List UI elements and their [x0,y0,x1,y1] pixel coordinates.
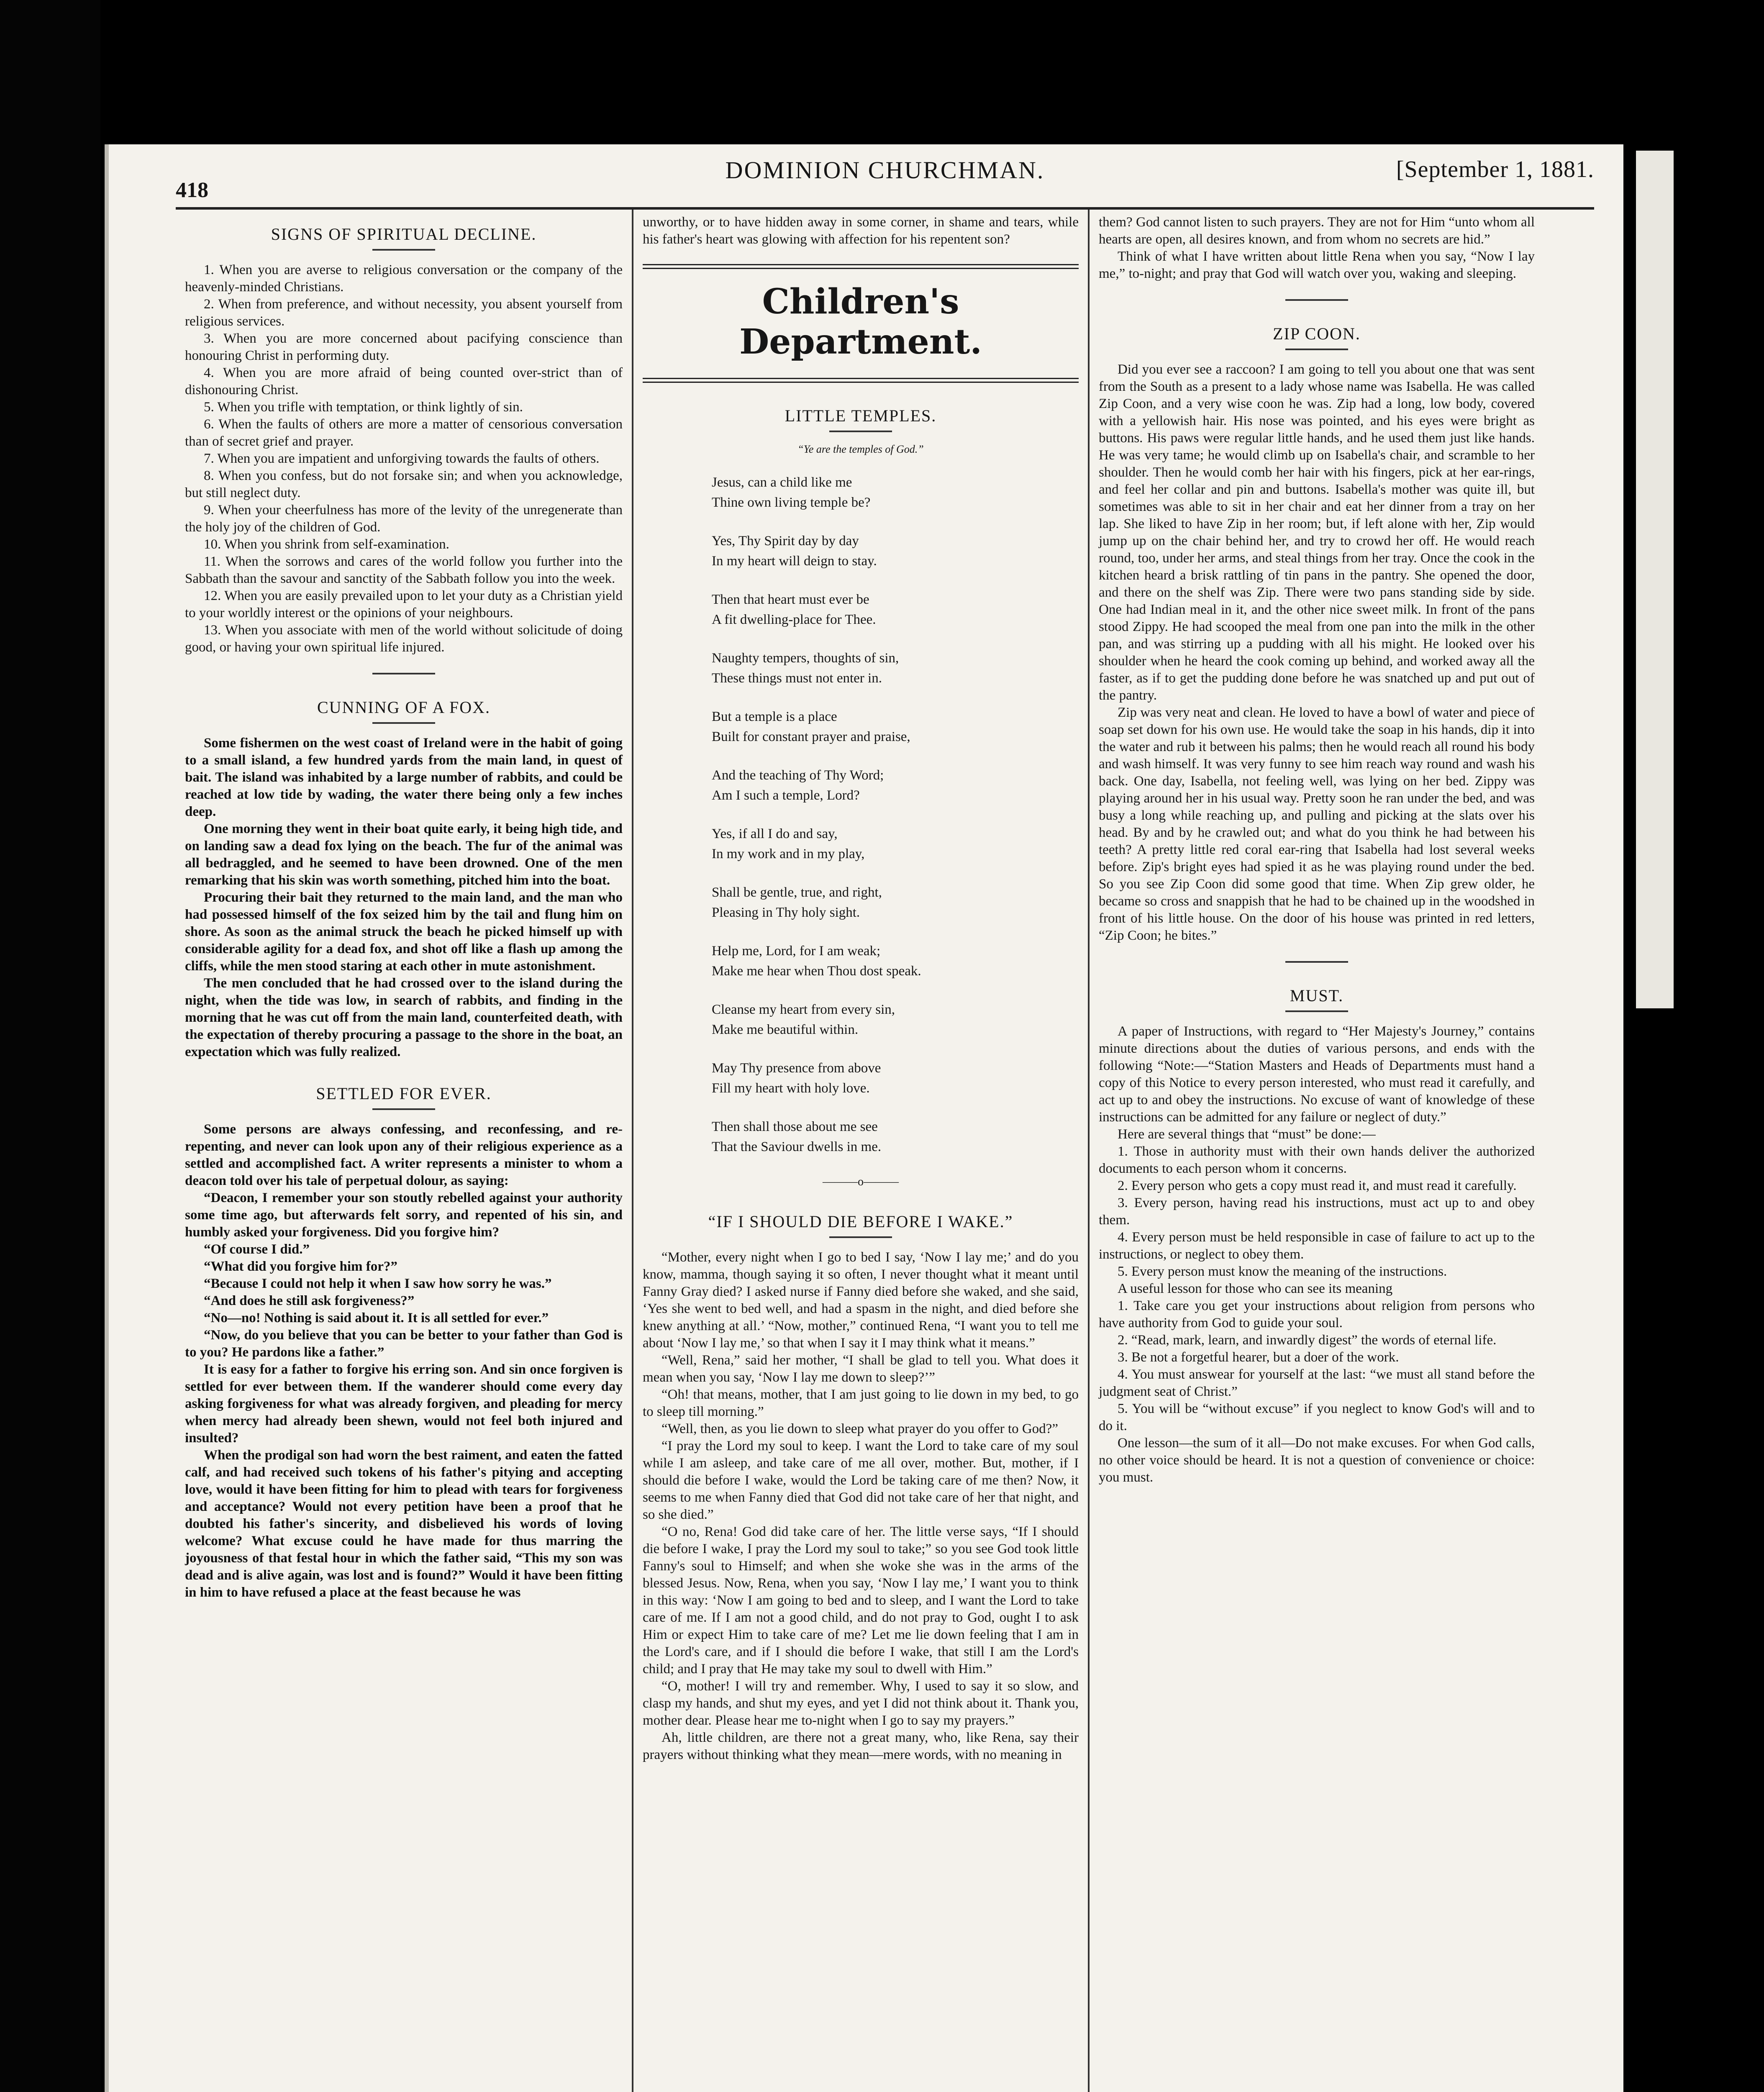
department-rule [643,268,1079,269]
must-article [1099,986,1535,1486]
poem-line: Then that heart must ever be [712,592,869,607]
page-header [176,153,1594,210]
paragraph: Here are several things that “must” be done:— [1118,1127,1376,1142]
paragraph: “I pray the Lord my soul to keep. I want the Lord to take care of my soul while I am asleep, and take care of me all over, mother. But, mother, if I should die before I wake, would the Lord be taking care of me then? Now, it seems to me when Fanny died that God did not take care of her that night, and so she died.” [643,1438,1079,1522]
paragraph: Think of what I have written about little Rena when you say, “Now I lay me,” to-night; and pray that God will watch over you, waking and sleeping. [1099,249,1535,281]
paragraph: 5. Every person must know the meaning of the instructions. [1118,1264,1447,1279]
paragraph: “O, mother! I will try and remember. Why, I used to say it so slow, and clasp my hands, and shut my eyes, and yet I did not think about it. Thank you, mother dear. Please hear me to-night when I go to say my prayers.” [643,1679,1079,1728]
poem-line: Make me hear when Thou dost speak. [712,964,921,979]
section-rule [1285,299,1348,301]
paragraph: “Oh! that means, mother, that I am just going to lie down in my bed, to go to sleep till morning.” [643,1387,1079,1419]
stanza [712,648,1079,688]
list-item: 12. When you are easily prevailed upon to let your duty as a Christian yield to your worldly interest or the opinions of your neighbours. [185,588,623,620]
adjacent-page-sliver [1636,151,1674,1008]
title-rule [372,1108,435,1110]
paragraph: 5. You will be “without excuse” if you neglect to know God's will and to do it. [1099,1401,1535,1433]
paragraph: “No—no! Nothing is said about it. It is all settled for ever.” [204,1310,549,1325]
poem-line: Built for constant prayer and praise, [712,729,910,744]
paragraph: 4. You must answear for yourself at the last: “we must all stand before the judgment seat of Christ.” [1099,1367,1535,1399]
stanza [712,472,1079,513]
stanza [712,1058,1079,1098]
department-rule [643,264,1079,265]
paragraph: The men concluded that he had crossed over to the island during the night, when the tide was low, in search of rabbits, and finding in the morning that he was cut off from the main land, counterfeited death, with the expectation of thereby procuring a passage to the shore in the boat, an expectation which was fully realized. [185,976,623,1059]
paragraph: 3. Be not a forgetful hearer, but a doer of the work. [1118,1350,1399,1365]
poem-line: That the Saviour dwells in me. [712,1139,882,1154]
poem-line: Make me beautiful within. [712,1022,859,1037]
list-item: 13. When you associate with men of the world without solicitude of doing good, or having your own spiritual life injured. [185,623,623,655]
poem-line: Jesus, can a child like me [712,475,852,490]
article-title: SIGNS OF SPIRITUAL DECLINE. [271,225,537,244]
list-item: 10. When you shrink from self-examination. [204,537,449,552]
paragraph: A useful lesson for those who can see its meaning [1118,1281,1393,1296]
poem-line: In my heart will deign to stay. [712,554,877,569]
department-rule [643,382,1079,383]
poem-line: Naughty tempers, thoughts of sin, [712,651,899,666]
paragraph: 1. Take care you get your instructions about religion from persons who have authority from God to guide your soul. [1099,1298,1535,1331]
poem-line: Yes, Thy Spirit day by day [712,533,859,549]
department-heading: Children's Department. [739,282,982,362]
list-item: 6. When the faults of others are more a matter of censorious conversation than of secret grief and prayer. [185,417,623,449]
dateline: [September 1, 1881. [1396,156,1594,182]
paragraph: Zip was very neat and clean. He loved to have a bowl of water and piece of soap set down for his own use. He would take the soap in his hands, dip it into the water and rub it between his palms; then he would reach all round his body and wash himself. It was very funny to see him reach way round and wash his back. One day, Isabella, not feeling well, was lying on her bed. Zippy was playing around her in his usual way. Pretty soon he ran under the bed, and was busy a long while reaching up, and pulling and picking at the slats over his head. By and by he crawled out; and what do you think he had between his teeth? A pretty little red coral ear-ring that Isabella had lost several weeks before. Zip's bright eyes had spied it as he was playing round under the bed. So you see Zip Coon did some good that time. When Zip grew older, he became so cross and snappish that he had to be chained up in the woodshed in front of his little house. On the door of his house was printed in red letters, “Zip Coon; he bites.” [1099,705,1535,943]
stanza [712,824,1079,864]
paragraph: “What did you forgive him for?” [204,1259,397,1274]
paragraph: “Well, Rena,” said her mother, “I shall be glad to tell you. What does it mean when you say, ‘Now I lay me down to sleep?’” [643,1353,1079,1385]
stanza [712,941,1079,981]
paragraph: Procuring their bait they returned to the main land, and the man who had possessed himself of the fox seized him by the tail and flung him on shore. As soon as the animal struck the beach he picked himself up with considerable agility for a dead fox, and shot off like a flash up among the cliffs, while the men stood staring at each other in mute astonishment. [185,890,623,974]
poem-line: In my work and in my play, [712,846,865,861]
zip-article [1099,324,1535,944]
title-rule [829,431,892,432]
fox-article [185,697,623,1061]
ornament-divider: ———o——— [823,1175,899,1188]
section-rule [372,673,435,674]
paragraph: Some fishermen on the west coast of Ireland were in the habit of going to a small island, a few hundred yards from the main land, in quest of bait. The island was inhabited by a large number of rabbits, and could be reached at low tide by wading, the water there being only a few inches deep. [185,736,623,819]
temples-poem [643,406,1079,1189]
paragraph: 3. Every person, having read his instructions, must act up to and obey them. [1099,1195,1535,1228]
list-item: 2. When from preference, and without necessity, you absent yourself from religious services. [185,297,623,329]
list-item: 5. When you trifle with temptation, or think lightly of sin. [204,400,523,415]
paragraph: Some persons are always confessing, and reconfessing, and re-repenting, and never can look upon any of their religious experience as a settled and accomplished fact. A writer represents a minister to whom a deacon told over his tale of perpetual dolour, as saying: [185,1122,623,1188]
paragraph: “Mother, every night when I go to bed I say, ‘Now I lay me;’ and do you know, mamma, though saying it so often, I never thought what it meant until Fanny Gray died? I asked nurse if Fanny died before she waked, and she said, ‘Yes she went to bed well, and had a spasm in the night, and died before she knew anything at all.’ “Now, mother,” continued Rena, “I want you to tell me about ‘Now I lay me,’ so that when I say it I may think what it means.” [643,1250,1079,1351]
paragraph: 1. Those in authority must with their own hands deliver the authorized documents to each person whom it concerns. [1099,1144,1535,1176]
list-item: 7. When you are impatient and unforgiving towards the faults of others. [204,451,600,466]
paragraph: 2. “Read, mark, learn, and inwardly digest” the words of eternal life. [1118,1333,1497,1348]
stanza [712,590,1079,630]
section-rule [1285,961,1348,963]
poem-line: Help me, Lord, for I am weak; [712,943,881,959]
poem-line: Shall be gentle, true, and right, [712,885,882,900]
poem-line: And the teaching of Thy Word; [712,768,884,783]
title-rule [1285,1010,1348,1012]
paragraph: 4. Every person must be held responsible in case of failure to act up to the instructions, or neglect to obey them. [1099,1230,1535,1262]
stanza [712,1000,1079,1040]
paragraph: When the prodigal son had worn the best raiment, and eaten the fatted calf, and had received such tokens of his father's pitying and accepting love, would it have been fitting for him to plead with tears for forgiveness and acceptance? Would not every petition have been a proof that he doubted his father's sincerity, and disbelieved his words of loving welcome? What excuse could he have made for thus marring the joyousness of that festal hour in which the father said, “This my son was dead and is alive again, was lost and is found?” Would it have been fitting in him to have refused a place at the feast because he was [185,1448,623,1600]
list-item: 11. When the sorrows and cares of the world follow you further into the Sabbath than the savour and sanctity of the Sabbath follow you into the week. [185,554,623,586]
poem-line: Fill my heart with holy love. [712,1081,870,1096]
paragraph: A paper of Instructions, with regard to “Her Majesty's Journey,” contains minute directions about the duties of various persons, and ends with the following “Note:—“Station Masters and Heads of Departments must hand a copy of this Notice to every person interested, who must read it carefully, and act up to and obey the instructions. No excuse of want of knowledge of these instructions can be admitted for any failure or neglect of duty.” [1099,1024,1535,1125]
poem-line: A fit dwelling-place for Thee. [712,612,876,627]
paragraph: “And does he still ask forgiveness?” [204,1293,415,1308]
paragraph: It is easy for a father to forgive his erring son. And sin once forgiven is settled for ever between them. If the wanderer should come every day asking forgiveness for what was already forgiven, and pleading for mercy when mercy had already been shewn, would not feel both injured and insulted? [185,1362,623,1446]
poem-line: Yes, if all I do and say, [712,826,838,841]
page-number: 418 [176,178,208,202]
list-item: 4. When you are more afraid of being counted over-strict than of dishonouring Christ. [185,365,623,397]
article-title: “IF I SHOULD DIE BEFORE I WAKE.” [708,1212,1013,1231]
list-item: 1. When you are averse to religious conversation or the company of the heavenly-minded Christians. [185,262,623,295]
list-item: 8. When you confess, but do not forsake sin; and when you acknowledge, but still neglect duty. [185,468,623,500]
list-item: 9. When your cheerfulness has more of the levity of the unregenerate than the holy joy of the children of God. [185,502,623,535]
column-2 [632,210,1088,2092]
article-title: SETTLED FOR EVER. [316,1084,492,1103]
poem-line: Pleasing in Thy holy sight. [712,905,860,920]
columns [176,210,1594,2092]
paragraph: Did you ever see a raccoon? I am going to tell you about one that was sent from the South as a present to a lady whose name was Isabella. He was called Zip Coon, and a very wise coon he was. Zip had a long, low body, covered with a yellowish hair. His nose was pointed, and his eyes were bright as buttons. His paws were regular little hands, and he used them just like hands. He was very tame; he would climb up on Isabella's chair, and scramble to her shoulder. Then he would comb her hair with his fingers, pick at her ear-rings, and feel her collar and pin and buttons. Isabella's mother was quite ill, but sometimes was able to sit in her chair and eat her dinner from a tray on her lap. She liked to have Zip in her room; but, if left alone with her, Zip would jump up on the chair behind her, and try to crowd her off. He would reach round, too, under her arms, and steal things from her tray. Once the cook in the kitchen heard a brisk rattling of tin pans in the pantry. She opened the door, and there on the shelf was Zip. There were two pans standing side by side. One had Indian meal in it, and the other nice sweet milk. In front of the pans stood Zippy. He had scooped the meal from one pan into the milk in the other pan, and was stirring up a pudding with all his might. He looked over his shoulder when he heard the cook coming up behind, and worked away all the faster, as if to get the pudding done before he was snatched up and put out of the pantry. [1099,362,1535,703]
article-title: MUST. [1290,986,1344,1005]
title-rule [372,249,435,251]
continued-paragraph: them? God cannot listen to such prayers. They are not for Him “unto whom all hearts are open, all desires known, and from whom no secrets are hid.” [1099,215,1535,247]
paragraph: “O no, Rena! God did take care of her. The little verse says, “If I should die before I wake, I pray the Lord my soul to take;” so you see God took little Fanny's soul to Himself; and when she woke she was in the arms of the blessed Jesus. Now, Rena, when you say, ‘Now I lay me,’ I want you to think in this way: ‘Now I am going to bed and to sleep, and I want the Lord to take care of me. If I am not a good child, and do not pray to God, ought I to ask Him or expect Him to take care of me? Let me lie down feeling that I am in the Lord's care, and if I should die before I wake, that still I am the Lord's child; and I pray that He may take my soul to dwell with Him.” [643,1524,1079,1677]
poem-line: Am I such a temple, Lord? [712,788,860,803]
continued-paragraph: unworthy, or to have hidden away in some corner, in shame and tears, while his father's heart was glowing with affection for his repentent son? [643,215,1079,247]
paragraph: “Of course I did.” [204,1242,310,1257]
stanza [712,882,1079,923]
paragraph: “Because I could not help it when I saw how sorry he was.” [204,1276,552,1291]
stanza [712,765,1079,805]
article-title: ZIP COON. [1273,324,1361,343]
stanza [712,707,1079,747]
paragraph: “Now, do you believe that you can be better to your father than God is to you? He pardons like a father.” [185,1328,623,1360]
masthead: DOMINION CHURCHMAN. [725,156,1045,184]
column-3 [1088,210,1544,2092]
settled-article [185,1084,623,1601]
newspaper-page [105,144,1623,2092]
stanza [712,531,1079,571]
title-rule [1285,349,1348,350]
title-rule [372,722,435,724]
list-item: 3. When you are more concerned about pacifying conscience than honouring Christ in performing duty. [185,331,623,363]
title-rule [829,1236,892,1238]
paragraph: One morning they went in their boat quite early, it being high tide, and on landing saw a dead fox lying on the beach. The fur of the animal was all bedraggled, and he seemed to have been drowned. One of the men remarking that his skin was worth something, pitched him into the boat. [185,821,623,888]
poem-line: Then shall those about me see [712,1119,878,1134]
poem-line: Cleanse my heart from every sin, [712,1002,895,1017]
poem-line: Thine own living temple be? [712,495,871,510]
paragraph: “Deacon, I remember your son stoutly rebelled against your authority some time ago, but afterwards felt sorry, and repented of his sin, and humbly asked your forgiveness. Did you forgive him? [185,1190,623,1240]
stanza [712,1117,1079,1157]
poem-line: These things must not enter in. [712,671,882,686]
department-rule [643,378,1079,379]
paragraph: Ah, little children, are there not a great many, who, like Rena, say their prayers without thinking what they mean—mere words, with no meaning in [643,1730,1079,1762]
scan-background-right [1623,138,1764,2092]
epigraph: “Ye are the temples of God.” [797,443,924,455]
paragraph: “Well, then, as you lie down to sleep what prayer do you offer to God?” [662,1421,1058,1436]
poem-title: LITTLE TEMPLES. [785,406,937,425]
article-title: CUNNING OF A FOX. [317,698,491,717]
signs-list [185,262,623,656]
paragraph: 2. Every person who gets a copy must read it, and must read it carefully. [1118,1178,1517,1193]
column-1 [176,210,632,2092]
signs-article [185,224,623,656]
scan-background-left [0,0,100,2092]
die-article [643,1212,1079,1764]
poem-line: May Thy presence from above [712,1061,881,1076]
paragraph: One lesson—the sum of it all—Do not make excuses. For when God calls, no other voice should be heard. It is not a question of convenience or choice: you must. [1099,1436,1535,1485]
poem-line: But a temple is a place [712,709,837,724]
